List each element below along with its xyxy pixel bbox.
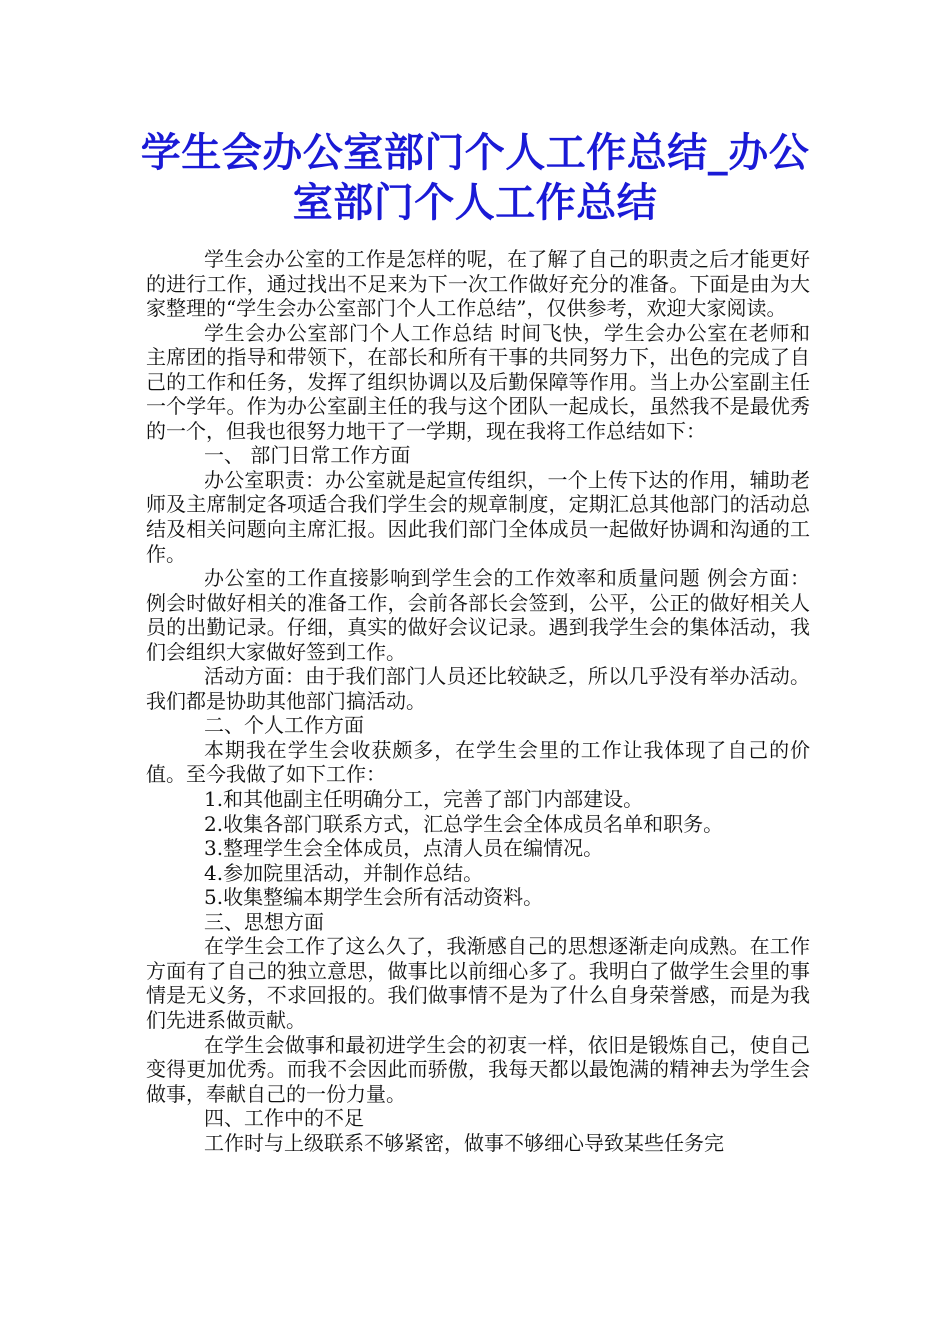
paragraph: 学生会办公室部门个人工作总结 时间飞快，学生会办公室在老师和主席团的指导和带领下，在部长和所有干事的共同努力下，出色的完成了自己的工作和任务，发挥了组织协调以及后勤保障等作用。当上办公室副主任一个学年。作为办公室副主任的我与这个团队一起成长，虽然我不是最优秀的一个，但我也很努力地干了一学期，现在我将工作总结如下： — [146, 320, 810, 443]
section-heading: 二、个人工作方面 — [204, 713, 364, 738]
paragraph: 在学生会工作了这么久了，我渐感自己的思想逐渐走向成熟。在工作方面有了自己的独立意思，做事比以前细心多了。我明白了做学生会里的事情是无义务，不求回报的。我们做事情不是为了什么自身荣誉感，而是为我们先进系做贡献。 — [146, 934, 810, 1032]
paragraph: 办公室的工作直接影响到学生会的工作效率和质量问题 例会方面：例会时做好相关的准备工作，会前各部长会签到，公平，公正的做好相关人员的出勤记录。仔细，真实的做好会议记录。遇到我学生会的集体活动，我们会组织大家做好签到工作。 — [146, 566, 810, 664]
paragraph: 学生会办公室的工作是怎样的呢，在了解了自己的职责之后才能更好的进行工作，通过找出不足来为下一次工作做好充分的准备。下面是由为大家整理的“学生会办公室部门个人工作总结”，仅供参考，欢迎大家阅读。 — [146, 247, 810, 321]
section-heading: 三、思想方面 — [204, 909, 324, 934]
paragraph: 在学生会做事和最初进学生会的初衷一样，依旧是锻炼自己，使自己变得更加优秀。而我不会因此而骄傲，我每天都以最饱满的精神去为学生会做事，奉献自己的一份力量。 — [146, 1032, 810, 1106]
list-item: 2.收集各部门联系方式，汇总学生会全体成员名单和职务。 — [204, 811, 724, 836]
section-heading: 一、 部门日常工作方面 — [204, 443, 411, 468]
document-body — [146, 247, 810, 1155]
paragraph: 本期我在学生会收获颇多，在学生会里的工作让我体现了自己的价值。至今我做了如下工作： — [146, 737, 810, 787]
paragraph: 工作时与上级联系不够紧密，做事不够细心导致某些任务完 — [204, 1130, 724, 1155]
document-title: 学生会办公室部门个人工作总结_办公室部门个人工作总结 — [140, 130, 810, 226]
paragraph: 活动方面：由于我们部门人员还比较缺乏，所以几乎没有举办活动。我们都是协助其他部门搞活动。 — [146, 664, 810, 713]
list-item: 5.收集整编本期学生会所有活动资料。 — [204, 885, 544, 910]
list-item: 4.参加院里活动，并制作总结。 — [204, 860, 484, 885]
section-heading: 四、工作中的不足 — [204, 1106, 364, 1131]
list-item: 1.和其他副主任明确分工，完善了部门内部建设。 — [204, 787, 644, 812]
paragraph: 办公室职责：办公室就是起宣传组织，一个上传下达的作用，辅助老师及主席制定各项适合我们学生会的规章制度，定期汇总其他部门的活动总结及相关问题向主席汇报。因此我们部门全体成员一起做好协调和沟通的工作。 — [146, 467, 810, 566]
list-item: 3.整理学生会全体成员，点清人员在编情况。 — [204, 836, 604, 861]
